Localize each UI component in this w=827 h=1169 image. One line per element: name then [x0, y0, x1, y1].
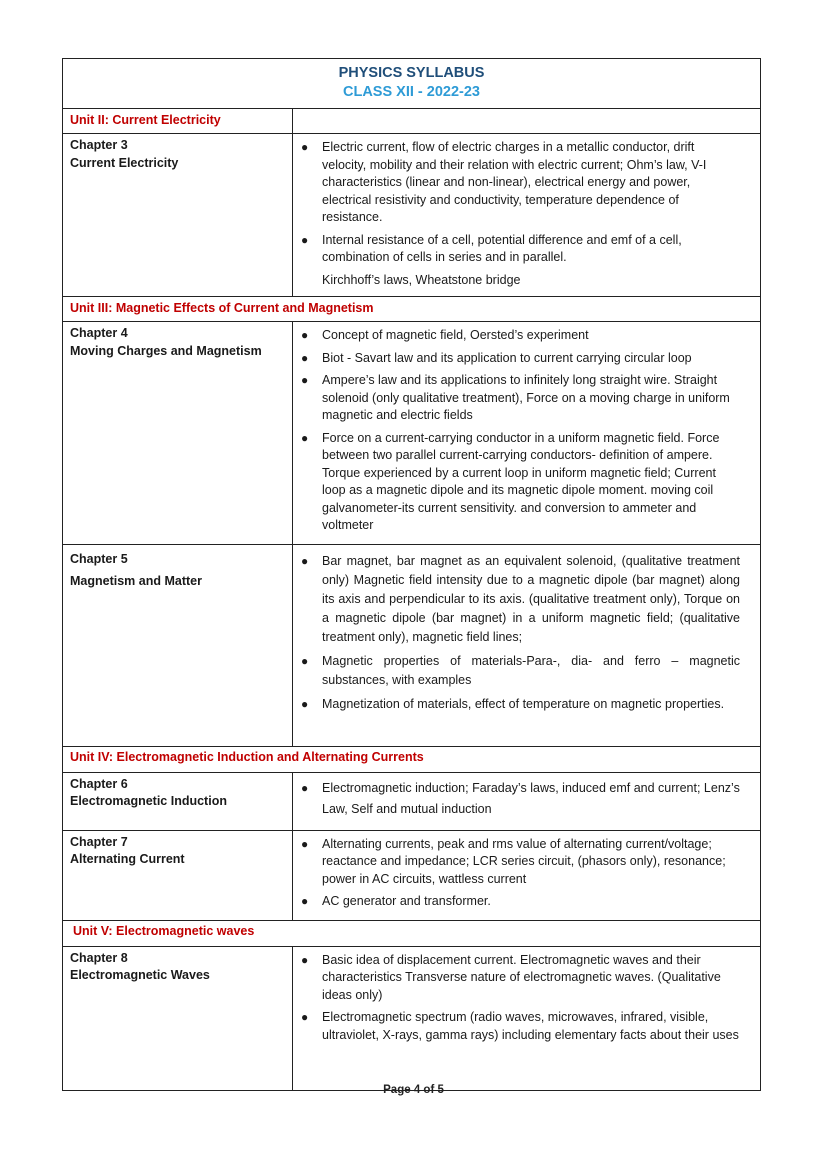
topics-cell	[293, 830, 761, 920]
topics-cell	[293, 322, 761, 545]
bullet-icon: ●	[301, 696, 309, 711]
unit-row	[63, 746, 760, 772]
chapter-cell	[63, 134, 293, 297]
chapter-number: Chapter 7	[70, 834, 128, 849]
unit-row	[63, 297, 760, 322]
chapter-name: Magnetism and Matter	[70, 574, 202, 588]
title-block	[63, 59, 760, 109]
chapter-number: Chapter 3	[70, 138, 128, 152]
chapter-row	[63, 134, 760, 297]
chapter-row	[63, 544, 760, 746]
chapter-cell	[63, 544, 293, 746]
chapter-row	[63, 946, 760, 1090]
unit-title-cell	[63, 297, 760, 322]
topic-text: Alternating currents, peak and rms value of alternating current/voltage; reactance and impedance; LCR series circuit, (phasors only), resonance; power in AC circuits, wattless current	[322, 836, 726, 886]
unit-blank-cell	[293, 109, 761, 134]
topic-item	[300, 139, 740, 227]
topic-text: Internal resistance of a cell, potential difference and emf of a cell, combination of cells in series and in parallel.	[322, 232, 682, 264]
unit-title: Unit IV: Electromagnetic Induction and Alternating Currents	[70, 749, 424, 764]
topic-list	[300, 139, 740, 267]
topic-note: Kirchhoff’s laws, Wheatstone bridge	[322, 272, 521, 287]
page-number: Page 4 of 5	[383, 1084, 444, 1096]
topic-list	[300, 327, 740, 535]
bullet-icon: ●	[301, 430, 309, 445]
chapter-cell	[63, 772, 293, 830]
topic-item	[300, 1009, 740, 1044]
topic-item	[300, 430, 740, 535]
chapter-name: Electromagnetic Waves	[70, 968, 210, 982]
chapter-number: Chapter 4	[70, 326, 128, 340]
topic-item	[300, 232, 740, 267]
topic-text: Biot - Savart law and its application to current carrying circular loop	[322, 350, 692, 365]
chapter-number: Chapter 5	[70, 551, 128, 566]
bullet-icon: ●	[301, 553, 309, 568]
topic-item	[300, 372, 740, 425]
topic-item	[300, 350, 740, 368]
chapter-cell	[63, 946, 293, 1090]
topic-text: Electromagnetic induction; Faraday’s laws, induced emf and current; Lenz’s Law, Self and mutual induction	[322, 780, 740, 816]
topic-item	[300, 778, 740, 820]
chapter-number: Chapter 8	[70, 950, 128, 965]
bullet-icon: ●	[301, 140, 309, 154]
unit-title-cell	[63, 746, 760, 772]
unit-row	[63, 920, 760, 946]
bullet-icon: ●	[301, 836, 309, 851]
unit-row	[63, 109, 760, 134]
chapter-cell	[63, 830, 293, 920]
unit-title-cell	[63, 920, 760, 946]
topics-cell	[293, 134, 761, 297]
document-subtitle: CLASS XII - 2022-23	[343, 84, 480, 100]
topic-item	[300, 652, 740, 690]
chapter-name: Electromagnetic Induction	[70, 794, 227, 808]
topic-text: Force on a current-carrying conductor in a uniform magnetic field. Force between two parallel current-carrying conductors- definition of ampere. Torque experienced by a current loop in uniform magnetic field; Current loop as a magnetic dipole and its magnetic dipole moment. moving coil galvanometer-its current sensitivity. and conversion to ammeter and voltmeter	[322, 430, 720, 532]
bullet-icon: ●	[301, 328, 309, 342]
topic-item	[300, 836, 740, 889]
topic-item	[300, 552, 740, 647]
topic-list	[300, 836, 740, 911]
topic-text: AC generator and transformer.	[322, 894, 491, 908]
chapter-number: Chapter 6	[70, 776, 128, 791]
topic-item	[300, 695, 740, 714]
topic-item	[300, 893, 740, 911]
chapter-row	[63, 322, 760, 545]
bullet-icon: ●	[301, 894, 309, 908]
topic-text: Ampere’s law and its applications to infinitely long straight wire. Straight solenoid (only qualitative treatment), Force on a moving charge in uniform magnetic and electric fields	[322, 373, 730, 422]
unit-title: Unit III: Magnetic Effects of Current and Magnetism	[70, 301, 374, 315]
topic-item	[300, 327, 740, 345]
topic-item	[300, 952, 740, 1005]
topic-text: Electromagnetic spectrum (radio waves, microwaves, infrared, visible, ultraviolet, X-rays, gamma rays) including elementary facts about their uses	[322, 1010, 739, 1042]
bullet-icon: ●	[301, 952, 309, 967]
chapter-name: Alternating Current	[70, 852, 185, 866]
topic-list	[300, 552, 740, 714]
topic-text: Electric current, flow of electric charges in a metallic conductor, drift velocity, mobility and their relation with electric current; Ohm’s law, V-I characteristics (linear and non-linear), electrical energy and power, electrical resistivity and conductivity, temperature dependence of resistance.	[322, 140, 707, 224]
syllabus-sheet	[62, 58, 761, 1091]
unit-title: Unit II: Current Electricity	[70, 113, 221, 127]
topic-list	[300, 952, 740, 1045]
topics-cell	[293, 544, 761, 746]
bullet-icon: ●	[301, 653, 309, 668]
topics-cell	[293, 946, 761, 1090]
document-title: PHYSICS SYLLABUS	[338, 65, 485, 81]
topic-text: Magnetization of materials, effect of temperature on magnetic properties.	[322, 696, 725, 711]
chapter-row	[63, 830, 760, 920]
unit-title-cell	[63, 109, 293, 134]
unit-title: Unit V: Electromagnetic waves	[73, 923, 255, 938]
chapter-cell	[63, 322, 293, 545]
syllabus-table	[63, 109, 760, 1090]
topic-text: Concept of magnetic field, Oersted’s experiment	[322, 328, 589, 342]
topics-cell	[293, 772, 761, 830]
chapter-name: Moving Charges and Magnetism	[70, 343, 262, 358]
topic-text: Magnetic properties of materials-Para-, dia- and ferro – magnetic substances, with examples	[322, 653, 740, 687]
bullet-icon: ●	[301, 1010, 309, 1024]
chapter-row	[63, 772, 760, 830]
bullet-icon: ●	[301, 373, 309, 387]
chapter-name: Current Electricity	[70, 155, 179, 170]
bullet-icon: ●	[301, 232, 309, 247]
topic-text: Bar magnet, bar magnet as an equivalent solenoid, (qualitative treatment only) Magnetic field intensity due to a magnetic dipole (bar magnet) along its axis and perpendicular to its axis. (qualitative treatment only), Torque on a magnetic dipole (bar magnet) in a uniform magnetic field; (qualitative treatment only), magnetic field lines;	[322, 553, 740, 644]
topic-text: Basic idea of displacement current. Electromagnetic waves and their characteristics Transverse nature of electromagnetic waves. (Qualitative ideas only)	[322, 952, 721, 1002]
bullet-icon: ●	[301, 780, 309, 795]
bullet-icon: ●	[301, 350, 309, 365]
topic-list	[300, 778, 740, 820]
